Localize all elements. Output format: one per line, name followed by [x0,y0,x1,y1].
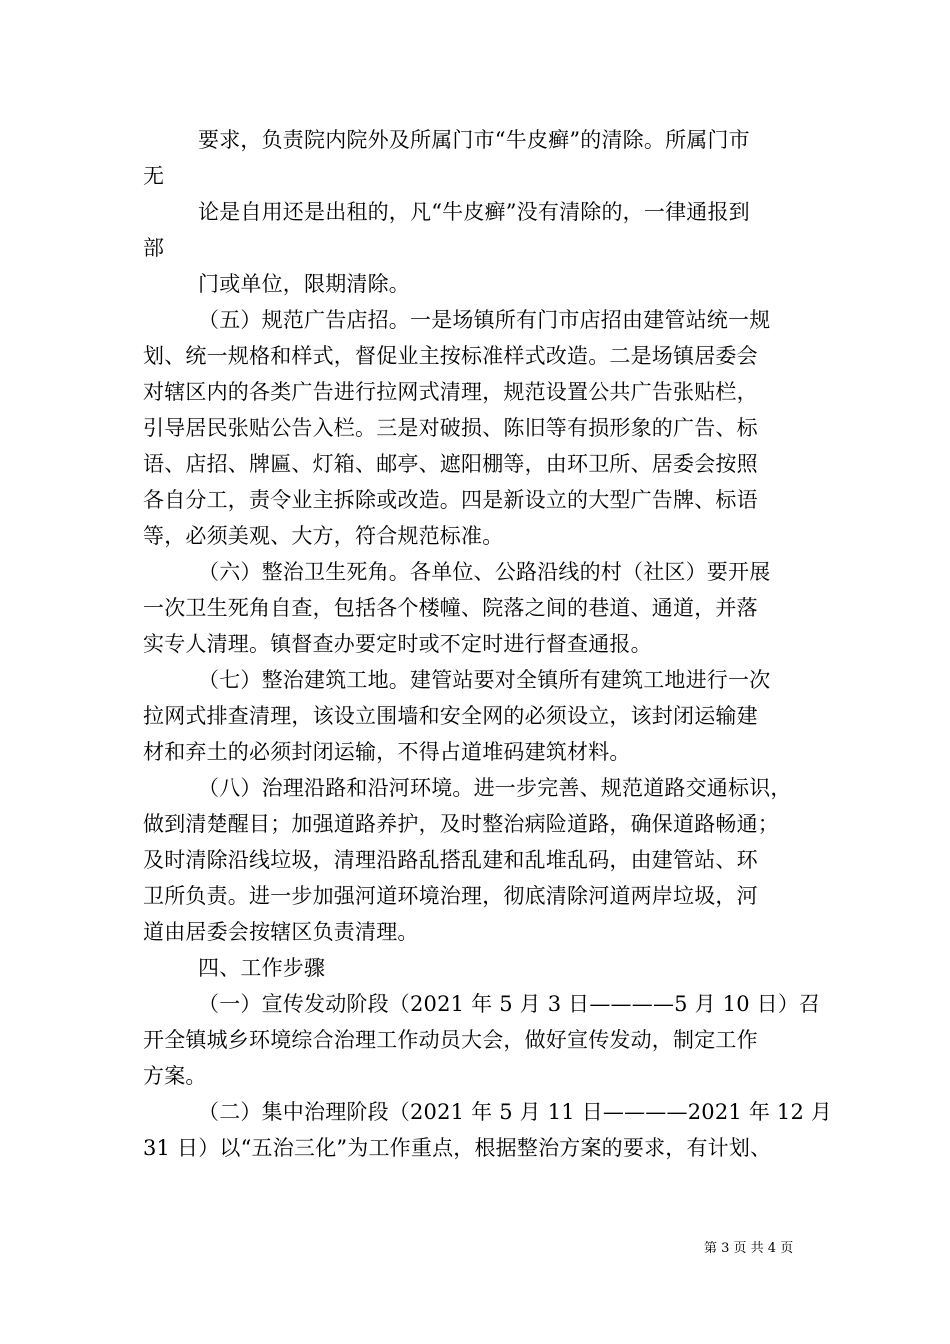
text-line: 各自分工，责令业主拆除或改造。四是新设立的大型广告牌、标语 [143,488,758,512]
text-line: 部 [143,236,165,260]
text-line: 材和弃土的必须封闭运输，不得占道堆码建筑材料。 [143,740,631,764]
text-line: （七）整治建筑工地。建管站要对全镇所有建筑工地进行一次 [198,668,771,692]
text-line: 拉网式排查清理，该设立围墙和安全网的必须设立，该封闭运输建 [143,704,758,728]
text-line: 做到清楚醒目；加强道路养护，及时整治病险道路，确保道路畅通； [143,812,779,836]
page-number: 第 3 页 共 4 页 [704,1241,794,1256]
text-line: （六）整治卫生死角。各单位、公路沿线的村（社区）要开展 [198,560,771,584]
text-line: 论是自用还是出租的，凡“牛皮癣”没有清除的，一律通报到 [198,200,750,224]
section-heading: 四、工作步骤 [198,956,326,980]
text-line: 实专人清理。镇督查办要定时或不定时进行督查通报。 [143,632,652,656]
text-line: 等，必须美观、大方，符合规范标准。 [143,524,504,548]
text-line: 卫所负责。进一步加强河道环境治理，彻底清除河道两岸垃圾，河 [143,884,758,908]
text-line: 31 日）以“五治三化”为工作重点，根据整治方案的要求，有计划、 [143,1136,772,1160]
text-line: （一）宣传发动阶段（2021 年 5 月 3 日————5 月 10 日）召 [198,992,821,1016]
text-line: 引导居民张贴公告入栏。三是对破损、陈旧等有损形象的广告、标 [143,416,758,440]
text-line: （八）治理沿路和沿河环境。进一步完善、规范道路交通标识， [198,776,792,800]
text-line: 方案。 [143,1064,207,1088]
text-line: （二）集中治理阶段（2021 年 5 月 11 日————2021 年 12 月 [198,1100,833,1124]
text-line: 开全镇城乡环境综合治理工作动员大会，做好宣传发动，制定工作 [143,1028,758,1052]
text-line: （五）规范广告店招。一是场镇所有门市店招由建管站统一规 [198,308,771,332]
text-line: 对辖区内的各类广告进行拉网式清理，规范设置公共广告张贴栏， [143,380,758,404]
text-line: 语、店招、牌匾、灯箱、邮亭、遮阳棚等，由环卫所、居委会按照 [143,452,758,476]
text-line: 道由居委会按辖区负责清理。 [143,920,419,944]
text-line: 一次卫生死角自查，包括各个楼幢、院落之间的巷道、通道，并落 [143,596,758,620]
text-line: 要求，负责院内院外及所属门市“牛皮癣”的清除。所属门市 [198,128,750,152]
text-line: 无 [143,164,165,188]
text-line: 划、统一规格和样式，督促业主按标准样式改造。二是场镇居委会 [143,344,758,368]
text-line: 门或单位，限期清除。 [198,272,410,296]
text-line: 及时清除沿线垃圾，清理沿路乱搭乱建和乱堆乱码，由建管站、环 [143,848,758,872]
